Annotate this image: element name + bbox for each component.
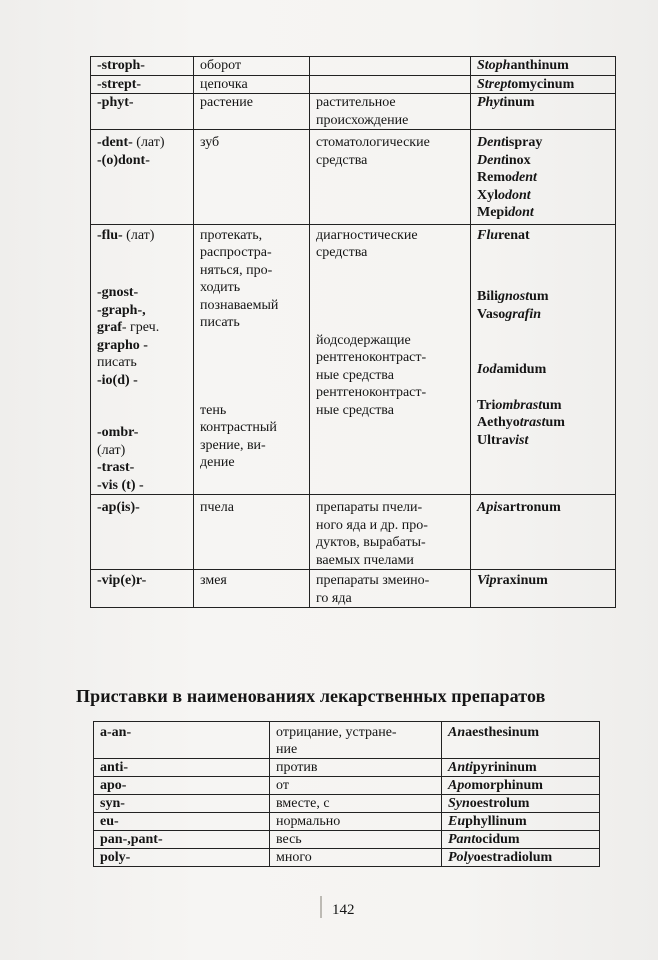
- example-cell: Phytinum: [471, 94, 616, 130]
- root-cell: -stroph-: [91, 57, 194, 76]
- example-cell: Polyoestradiolum: [442, 849, 600, 867]
- root-cell: -ap(is)-: [91, 495, 194, 570]
- usage-cell: [310, 57, 471, 76]
- table-row: [94, 813, 600, 831]
- table-row: [91, 75, 616, 94]
- table-row: [94, 831, 600, 849]
- example-cell: Stophanthinum: [471, 57, 616, 76]
- example-cell: Antipyrininum: [442, 759, 600, 777]
- meaning-cell: змея: [194, 570, 310, 608]
- example-cell: Streptomycinum: [471, 75, 616, 94]
- example-cell: Euphyllinum: [442, 813, 600, 831]
- meaning-cell: пчела: [194, 495, 310, 570]
- table-row: [91, 94, 616, 130]
- meaning-cell: растение: [194, 94, 310, 130]
- meaning-cell: протекать, распростра- няться, про- ходить познаваемый писать тень контрастный зрение, ви- дение: [194, 224, 310, 495]
- usage-cell: растительное происхождение: [310, 94, 471, 130]
- meaning-cell: цепочка: [194, 75, 310, 94]
- root-cell: -dent- (лат) -(o)dont-: [91, 130, 194, 225]
- meaning-cell: зуб: [194, 130, 310, 225]
- table-row: [94, 849, 600, 867]
- root-cell: -flu- (лат) -gnost- -graph-, graf- греч. grapho - писать -io(d) - -ombr- (лат) -trast- -vis (t) -: [91, 224, 194, 495]
- prefix-cell: syn-: [94, 795, 270, 813]
- prefix-cell: anti-: [94, 759, 270, 777]
- table-row: [91, 495, 616, 570]
- table-row: [91, 224, 616, 495]
- meaning-cell: против: [270, 759, 442, 777]
- meaning-cell: оборот: [194, 57, 310, 76]
- example-cell: Apomorphinum: [442, 777, 600, 795]
- example-cell: Pantocidum: [442, 831, 600, 849]
- example-cell: Vipraxinum: [471, 570, 616, 608]
- usage-cell: диагностические средства йодсодержащие рентгеноконтраст- ные средства рентгеноконтраст- ные средства: [310, 224, 471, 495]
- example-cell: Dentispray Dentinox Remodent Xylodont Mepidont: [471, 130, 616, 225]
- example-cell: Anaesthesinum: [442, 722, 600, 759]
- usage-cell: препараты змеино- го яда: [310, 570, 471, 608]
- prefix-cell: apo-: [94, 777, 270, 795]
- meaning-cell: от: [270, 777, 442, 795]
- table-row: [94, 722, 600, 759]
- usage-cell: препараты пчели- ного яда и др. про- дуктов, вырабаты- ваемых пчелами: [310, 495, 471, 570]
- meaning-cell: нормально: [270, 813, 442, 831]
- meaning-cell: вместе, с: [270, 795, 442, 813]
- usage-cell: стоматологические средства: [310, 130, 471, 225]
- roots-table: [90, 56, 616, 608]
- table-row: [94, 759, 600, 777]
- meaning-cell: весь: [270, 831, 442, 849]
- section-title: Приставки в наименованиях лекарственных препаратов: [76, 686, 546, 706]
- prefix-cell: poly-: [94, 849, 270, 867]
- meaning-cell: много: [270, 849, 442, 867]
- scan-mark: [320, 896, 322, 918]
- table-row: [94, 777, 600, 795]
- example-cell: Apisartronum: [471, 495, 616, 570]
- root-cell: -vip(e)r-: [91, 570, 194, 608]
- table-row: [91, 570, 616, 608]
- table-row: [94, 795, 600, 813]
- table-row: [91, 57, 616, 76]
- meaning-cell: отрицание, устране- ние: [270, 722, 442, 759]
- prefixes-table: [93, 721, 600, 867]
- example-cell: Synoestrolum: [442, 795, 600, 813]
- root-cell: -strept-: [91, 75, 194, 94]
- prefix-cell: a-an-: [94, 722, 270, 759]
- prefix-cell: pan-,pant-: [94, 831, 270, 849]
- table-row: [91, 130, 616, 225]
- usage-cell: [310, 75, 471, 94]
- root-cell: -phyt-: [91, 94, 194, 130]
- prefix-cell: eu-: [94, 813, 270, 831]
- page-number: 142: [332, 902, 355, 918]
- example-cell: Flurenat Bilignostum Vasografin Iodamidum Triombrastum Aethyotrastum Ultravist: [471, 224, 616, 495]
